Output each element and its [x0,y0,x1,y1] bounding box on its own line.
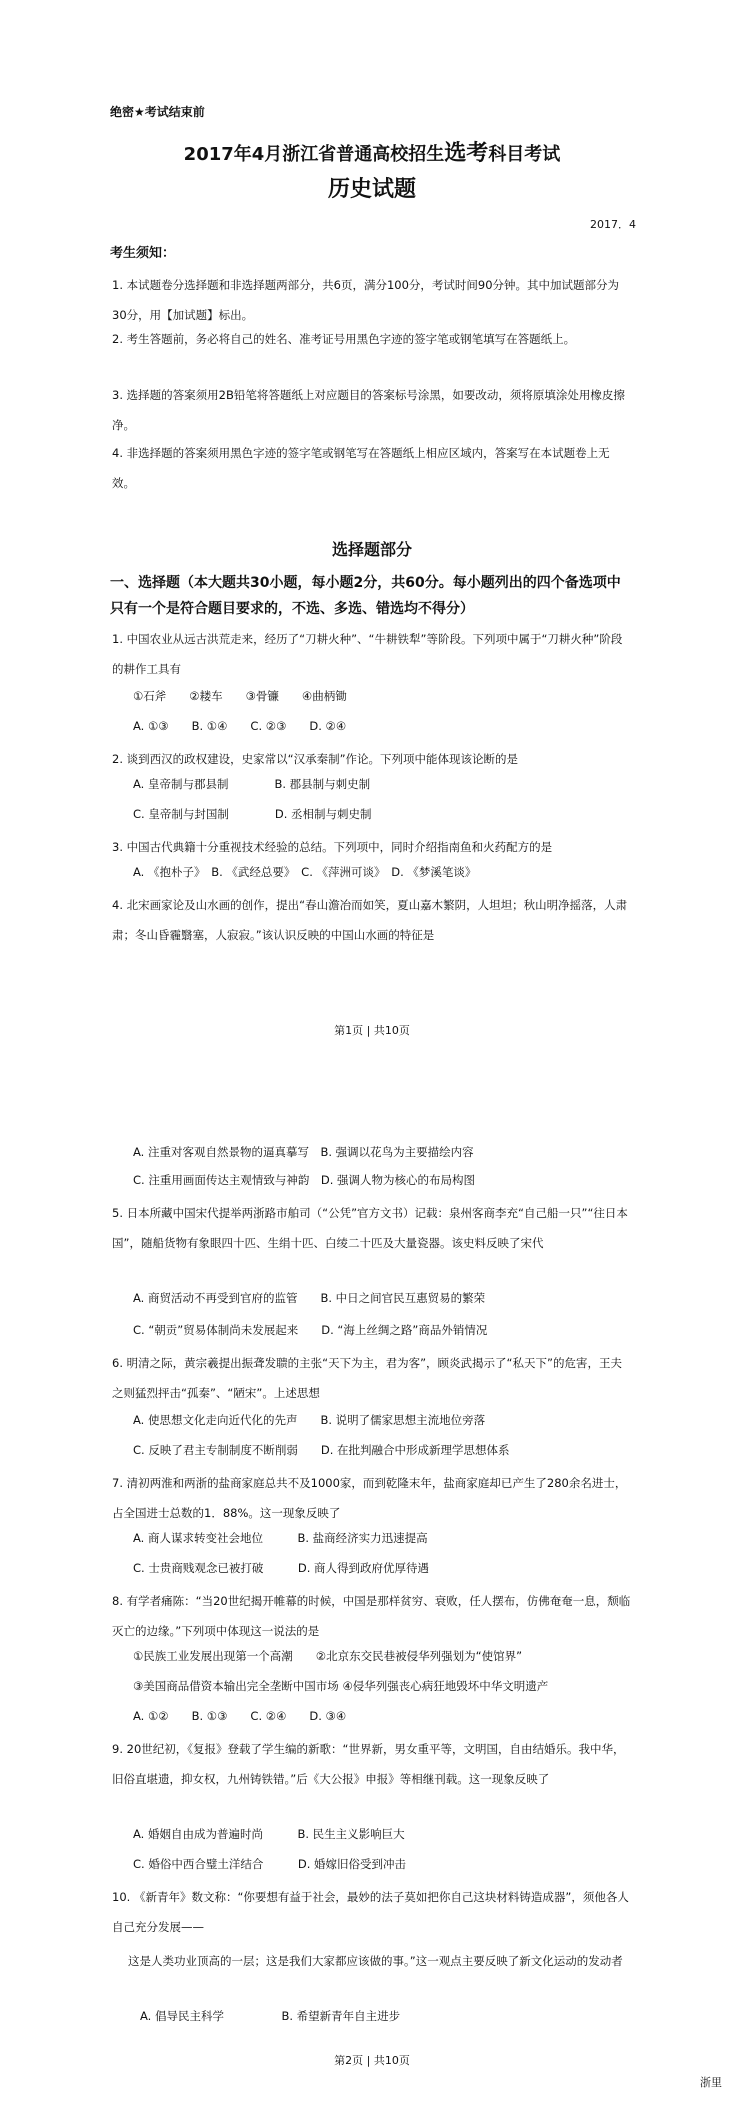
question-6-options-ab: A. 使思想文化走向近代化的先声 B. 说明了儒家思想主流地位旁落 [133,1413,486,1427]
question-8: 8. 有学者痛陈：“当20世纪揭开帷幕的时候，中国是那样贫穷、衰败，任人摆布，仿佛奄奄一息，颓临灭亡的边缘。”下列项中体现这一说法的是 [112,1594,631,1638]
question-9-options-ab: A. 婚姻自由成为普遍时尚 B. 民生主义影响巨大 [133,1827,405,1841]
part-title: 选择题部分 [331,540,412,559]
page-footer: 第1页 | 共10页 [334,1024,410,1037]
question-8-options: A. ①② B. ①③ C. ②④ D. ③④ [133,1709,347,1723]
question-1: 1. 中国农业从远古洪荒走来，经历了“刀耕火种”、“牛耕铁犁”等阶段。下列项中属于“刀耕火种”阶段的耕作工具有 [112,632,623,676]
question-8-items-1: ①民族工业发展出现第一个高潮 ②北京东交民巷被侵华列强划为“使馆界” [133,1649,523,1663]
question-2: 2. 谈到西汉的政权建设，史家常以“汉承秦制”作论。下列项中能体现该论断的是 [112,752,519,766]
section-heading: 一、选择题（本大题共30小题，每小题2分，共60分。每小题列出的四个备选项中只有一个是符合题目要求的，不选、多选、错选均不得分） [110,575,621,617]
question-10-continued: 这是人类功业顶高的一层；这是我们大家都应该做的事。”这一观点主要反映了新文化运动的发动者 [128,1954,623,1968]
question-4-options-cd: C. 注重用画面传达主观情致与神韵 D. 强调人物为核心的布局构图 [133,1173,476,1187]
question-3-options: A. 《抱朴子》 B. 《武经总要》 C. 《萍洲可谈》 D. 《梦溪笔谈》 [133,865,477,879]
question-5: 5. 日本所藏中国宋代提举两浙路市舶司（“公凭”官方文书）记载：泉州客商李充“自己船一只”“往日本国”，随船货物有象眼四十匹、生绢十匹、白绫二十匹及大量瓷器。该史料反映了宋代 [112,1206,628,1250]
question-2-options-ab: A. 皇帝制与郡县制 B. 郡县制与刺史制 [133,777,371,791]
question-4: 4. 北宋画家论及山水画的创作，提出“春山澹冶而如笑，夏山嘉木繁阴，人坦坦；秋山明净摇落，人肃肃；冬山昏霾翳塞，人寂寂。”该认识反映的中国山水画的特征是 [112,898,628,942]
question-3: 3. 中国古代典籍十分重视技术经验的总结。下列项中，同时介绍指南鱼和火药配方的是 [112,840,553,854]
question-5-options-cd: C. “朝贡”贸易体制尚未发展起来 D. “海上丝绸之路”商品外销情况 [133,1323,488,1337]
confidential-label: 绝密★考试结束前 [110,105,205,119]
question-4-options-ab: A. 注重对客观自然景物的逼真摹写 B. 强调以花鸟为主要描绘内容 [133,1145,474,1159]
exam-title-part1: 2017年4月浙江省普通高校招生 [183,144,445,165]
notice-item: 2. 考生答题前，务必将自己的姓名、准考证号用黑色字迹的签字笔或钢笔填写在答题纸上。 [112,332,576,346]
exam-title-highlight: 选考 [444,141,489,166]
question-6-options-cd: C. 反映了君主专制制度不断削弱 D. 在批判融合中形成新理学思想体系 [133,1443,510,1457]
exam-title-part2: 科目考试 [488,144,561,165]
question-10-options-ab: A. 倡导民主科学 B. 希望新青年自主进步 [140,2009,401,2023]
question-7: 7. 清初两淮和两浙的盐商家庭总共不及1000家，而到乾隆末年，盐商家庭却已产生了280余名进士，占全国进士总数的1．88%。这一现象反映了 [112,1476,627,1520]
question-7-options-ab: A. 商人谋求转变社会地位 B. 盐商经济实力迅速提高 [133,1531,428,1545]
subject-title: 历史试题 [327,177,416,202]
notice-item: 3. 选择题的答案须用2B铅笔将答题纸上对应题目的答案标号涂黑，如要改动，须将原填涂处用橡皮擦净。 [112,388,625,432]
question-6: 6. 明清之际，黄宗羲提出振聋发聩的主张“天下为主，君为客”，顾炎武揭示了“私天下”的危害，王夫之则猛烈抨击“孤秦”、“陋宋”。上述思想 [112,1356,622,1400]
exam-title [0,136,744,167]
question-5-options-ab: A. 商贸活动不再受到官府的监管 B. 中日之间官民互惠贸易的繁荣 [133,1291,486,1305]
notice-heading: 考生须知： [110,246,176,261]
notice-item: 1. 本试题卷分选择题和非选择题两部分，共6页，满分100分，考试时间90分钟。其中加试题部分为30分，用【加试题】标出。 [112,278,620,322]
question-1-options: A. ①③ B. ①④ C. ②③ D. ②④ [133,719,347,733]
exam-date: 2017．4 [590,218,636,231]
question-1-items: ①石斧 ②耧车 ③骨镰 ④曲柄锄 [133,689,347,703]
question-9: 9. 20世纪初，《复报》登载了学生编的新歌：“世界新，男女重平等，文明国，自由结婚乐。我中华，旧俗直堪遗，抑女权，九州铸铁错。”后《大公报》申报》等相继刊载。这一现象反映了 [112,1742,625,1786]
notice-item: 4. 非选择题的答案须用黑色字迹的签字笔或钢笔写在答题纸上相应区域内，答案写在本试题卷上无效。 [112,446,610,490]
question-10: 10. 《新青年》数文称：“你要想有益于社会，最妙的法子莫如把你自己这块材料铸造成器”，须他各人自己充分发展—— [112,1890,629,1934]
question-8-items-2: ③美国商品借资本输出完全垄断中国市场 ④侵华列强丧心病狂地毁坏中华文明遗产 [133,1679,549,1693]
question-9-options-cd: C. 婚俗中西合璧土洋结合 D. 婚嫁旧俗受到冲击 [133,1857,407,1871]
question-7-options-cd: C. 士贵商贱观念已被打破 D. 商人得到政府优厚待遇 [133,1561,430,1575]
page-footer: 第2页 | 共10页 [334,2054,410,2067]
corner-watermark-text: 浙里 [700,2076,722,2089]
question-2-options-cd: C. 皇帝制与封国制 D. 丞相制与刺史制 [133,807,372,821]
